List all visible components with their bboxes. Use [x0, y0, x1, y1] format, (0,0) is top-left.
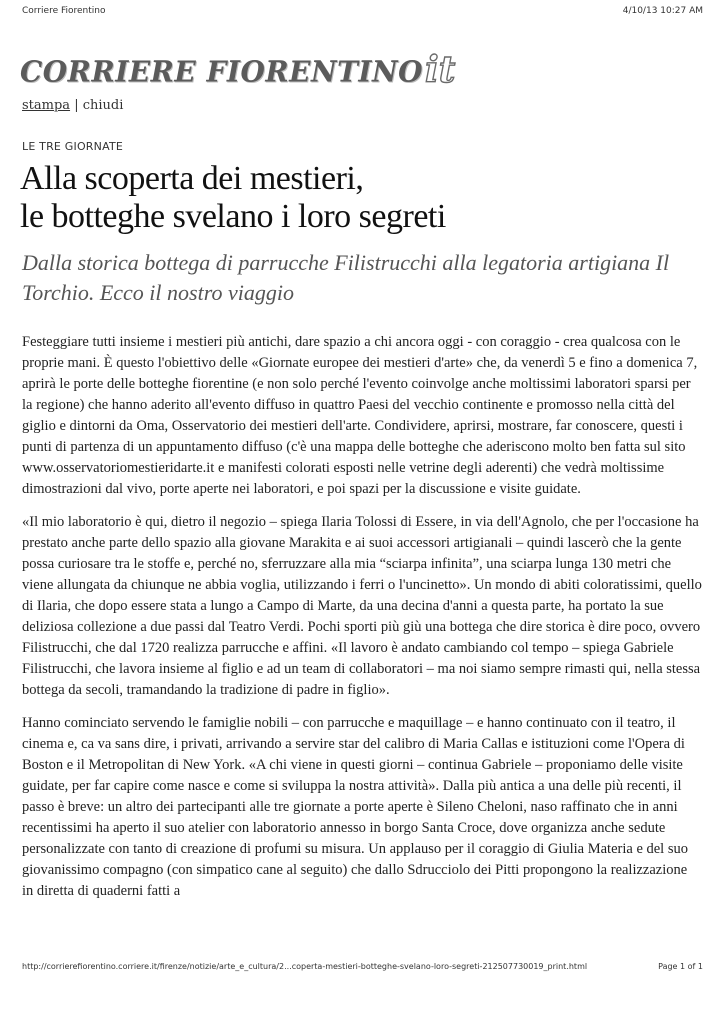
article-subheadline: Dalla storica bottega di parrucche Filistrucchi alla legatoria artigiana Il Torchio. Ecco il nostro viaggio [22, 250, 670, 305]
print-footer-url: http://corrierefiorentino.corriere.it/firenze/notizie/arte_e_cultura/2...coperta-mestieri-botteghe-svelano-loro-segreti-212507730019_print.html [22, 962, 588, 971]
article-body [22, 332, 702, 914]
print-header-site: Corriere Fiorentino [22, 6, 106, 16]
close-link[interactable]: chiudi [82, 98, 124, 113]
print-footer [22, 962, 703, 971]
headline-line-2: le botteghe svelano i loro segreti [20, 198, 446, 235]
masthead-name: CORRIERE FIORENTINO [20, 54, 424, 89]
print-toolbar [22, 98, 123, 113]
headline-line-1: Alla scoperta dei mestieri, [20, 160, 364, 197]
article-paragraph-2: «Il mio laboratorio è qui, dietro il negozio – spiega Ilaria Tolossi di Essere, in via dell'Agnolo, che per l'occasione ha prestato anche parte dello spazio alla giovane Marakita e ai suoi accessori artigianali – quindi lascerò che la gente possa curiosare tra le stoffe e, perché no, sferruzzare alla mia “sciarpa infinita”, una sciarpa lunga 130 metri che viene allungata da chiunque ne abbia voglia, utilizzando i ferri o l'uncinetto». Un mondo di abiti coloratissimi, quello di Ilaria, che dopo essere stata a lungo a Campo di Marte, da una decina d'anni a questa parte, ha portato la sue deliziosa collezione a due passi dal Teatro Verdi. Pochi sporti più giù una bottega che dire storica è dire poco, ovvero Filistrucchi, che dal 1720 realizza parrucche e affini. «Il lavoro è andato cambiando col tempo – spiega Gabriele Filistrucchi, che lavora insieme al figlio e ad un team di collaboratori – ma noi siamo sempre rimasti qui, nella stessa bottega da secoli, tramandando la tradizione di padre in figlio». [22, 514, 702, 698]
print-footer-page: Page 1 of 1 [658, 962, 703, 971]
print-link[interactable]: stampa [22, 98, 71, 113]
article-paragraph-1: Festeggiare tutti insieme i mestieri più antichi, dare spazio a chi ancora oggi - con coraggio - crea qualcosa con le proprie mani. È questo l'obiettivo delle «Giornate europee dei mestieri d'arte» che, da venerdì 5 e fino a domenica 7, aprirà le porte delle botteghe fiorentine (e non solo perché l'evento coinvolge anche moltissimi laboratori sparsi per la regione) che hanno aderito all'evento diffuso in quattro Paesi del vecchio continente e promosso nella città del giglio e dintorni da Oma, Osservatorio dei mestieri dell'arte. Condividere, aprirsi, mostrare, far conoscere, questi i punti di partenza di un appuntamento diffuso (c'è una mappa delle botteghe che aderiscono molto ben fatta sul sito www.osservatoriomestieridarte.it e manifesti colorati esposti nelle vetrine degli aderenti) che vedrà moltissime dimostrazioni dal vivo, porte aperte nei laboratori, e poi spazi per la discussione e visite guidate. [22, 334, 698, 497]
toolbar-separator: | [74, 98, 79, 113]
article-headline [20, 160, 700, 236]
masthead-suffix: it [425, 49, 456, 91]
print-header [22, 6, 703, 16]
print-header-datetime: 4/10/13 10:27 AM [622, 6, 703, 16]
masthead-logo [20, 49, 456, 91]
article-paragraph-3: Hanno cominciato servendo le famiglie nobili – con parrucche e maquillage – e hanno continuato con il teatro, il cinema e, ca va sans dire, i privati, arrivando a servire star del calibro di Maria Callas e istituzioni come l'Opera di Boston e il Metropolitan di New York. «A chi viene in questi giorni – continua Gabriele – proponiamo delle visite guidate, per far capire come nasce e come si sviluppa la nostra attività». Dalla più antica a una delle più recenti, il passo è breve: un altro dei partecipanti alle tre giornate a porte aperte è Sileno Cheloni, naso raffinato che in anni recentissimi ha aperto il suo atelier con laboratorio annesso in borgo Santa Croce, dove organizza anche sedute personalizzate con tanto di creazione di profumi su misura. Un applauso per il coraggio di Giulia Materia e del suo giovanissimo compagno (con simpatico cane al seguito) che dallo Sdrucciolo dei Pitti propongono la realizzazione in diretta di quaderni fatti a [22, 715, 688, 899]
article-kicker: LE TRE GIORNATE [22, 140, 124, 153]
